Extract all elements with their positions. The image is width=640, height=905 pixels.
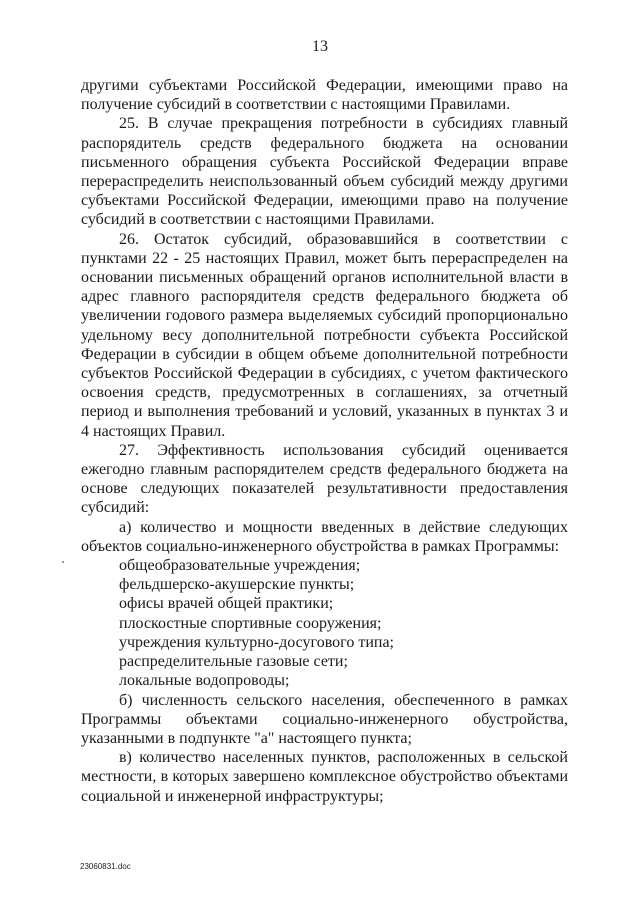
- paragraph-27-v: в) количество населенных пунктов, расположенных в сельской местности, в которых завершено комплексное обустройство объектами социальной и инженерной инфраструктуры;: [81, 749, 568, 805]
- paragraph-27: 27. Эффективность использования субсидий оценивается ежегодно главным распорядителем средств федерального бюджета на основе следующих показателей результативности предоставления субсидий:: [81, 441, 568, 517]
- list-item: фельдшерско-акушерские пункты;: [119, 576, 355, 594]
- list-item: общеобразовательные учреждения;: [119, 557, 361, 575]
- paragraph-25: 25. В случае прекращения потребности в субсидиях главный распорядитель средств федерального бюджета на основании письменного обращения субъекта Российской Федерации вправе перераспределить неиспользованный объем субсидий между другими субъектами Российской Федерации, имеющими право на получение субсидий в соответствии с настоящими Правилами.: [81, 115, 568, 229]
- list-item: офисы врачей общей практики;: [119, 595, 334, 613]
- list-item: плоскостные спортивные сооружения;: [119, 614, 382, 632]
- document-body: [81, 76, 568, 806]
- paragraph-27-b: б) численность сельского населения, обеспеченного в рамках Программы объектами социально-инженерного обустройства, указанными в подпункте "а" настоящего пункта;: [81, 691, 568, 747]
- footer-filename: 23060831.doc: [80, 862, 131, 871]
- facility-list: [81, 556, 568, 690]
- list-item: учреждения культурно-досугового типа;: [119, 633, 394, 651]
- paragraph-26: 26. Остаток субсидий, образовавшийся в соответствии с пунктами 22 - 25 настоящих Правил, может быть перераспределен на основании письменных обращений органов исполнительной власти в адрес главного распорядителя средств федерального бюджета об увеличении годового размера выделяемых субсидий пропорционально удельному весу дополнительной потребности субъекта Российской Федерации в субсидии в общем объеме дополнительной потребности субъектов Российской Федерации в субсидиях, с учетом фактического освоения средств, предусмотренных в соглашениях, за отчетный период и выполнения требований и условий, указанных в пунктах 3 и 4 настоящих Правил.: [81, 230, 568, 440]
- paragraph-continuation: другими субъектами Российской Федерации, имеющими право на получение субсидий в соответствии с настоящими Правилами.: [81, 77, 568, 114]
- list-item: локальные водопроводы;: [119, 672, 290, 690]
- page-number: 13: [312, 38, 328, 55]
- list-item: распределительные газовые сети;: [119, 653, 348, 671]
- scan-speck: [62, 561, 64, 563]
- paragraph-27-a: а) количество и мощности введенных в действие следующих объектов социально-инженерного обустройства в рамках Программы:: [81, 518, 568, 555]
